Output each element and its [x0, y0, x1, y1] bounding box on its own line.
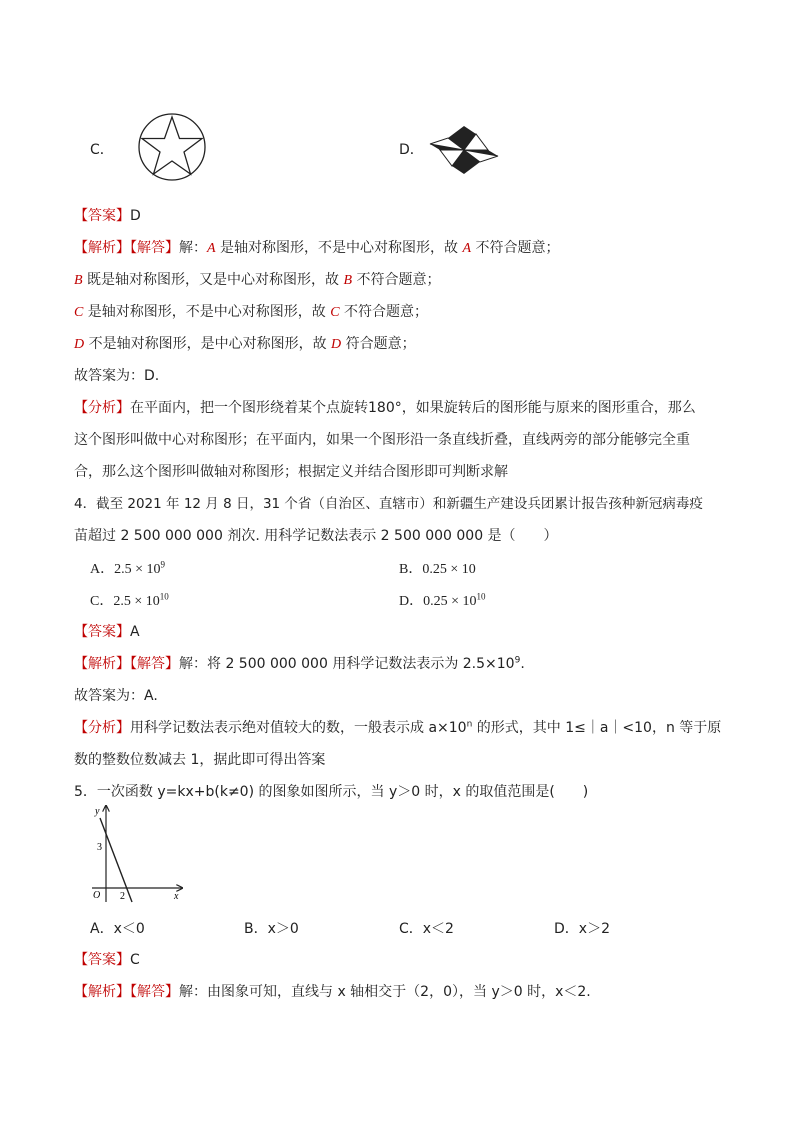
exponent: 10	[476, 591, 486, 602]
q5-stem: 5．一次函数 y=kx+b(k≠0) 的图象如图所示，当 y＞0 时，x 的取值范围是( )	[74, 784, 589, 800]
analysis-tag: 【解析】【解答】	[74, 240, 179, 256]
q3-analysis-line-1	[74, 238, 559, 259]
function-line	[100, 818, 132, 902]
y-axis-label: y	[95, 806, 100, 817]
text: 是轴对称图形，不是中心对称图形，故	[83, 304, 331, 320]
q5-option-d: D．x＞2	[554, 921, 610, 937]
option-letter: C	[330, 305, 340, 320]
y-intercept-label: 3	[97, 842, 102, 853]
origin-label: O	[93, 890, 101, 901]
text: 既是轴对称图形，又是中心对称图形，故	[82, 272, 344, 288]
exponent: 9	[514, 655, 521, 666]
linear-function-graph	[88, 802, 188, 906]
q3-analysis-line-2	[74, 270, 440, 291]
answer-tag: 【答案】	[74, 208, 130, 224]
q3-conclusion: 故答案为：D.	[74, 368, 160, 384]
text: 是轴对称图形，不是中心对称图形，故	[215, 240, 463, 256]
option-letter: B	[74, 273, 83, 288]
q3-analysis-line-3	[74, 302, 428, 323]
q5-option-b: B．x＞0	[244, 921, 299, 937]
text: 不符合题意；	[352, 272, 441, 288]
answer-tag: 【答案】	[74, 624, 130, 640]
q3-fenxi-line-2: 这个图形叫做中心对称图形；在平面内，如果一个图形沿一条直线折叠，直线两旁的部分能够完全重	[74, 432, 690, 448]
answer-value: C	[130, 952, 140, 968]
q3-fenxi-line-3: 合，那么这个图形叫做轴对称图形；根据定义并结合图形即可判断求解	[74, 464, 508, 480]
option-letter: D	[331, 337, 342, 352]
fenxi-tag: 【分析】	[74, 400, 130, 416]
text: 不符合题意；	[339, 304, 429, 320]
option-letter: C	[74, 305, 84, 320]
text: 的形式，其中 1≤｜a｜<10，n 等于原	[472, 720, 722, 736]
q4-answer	[74, 622, 140, 642]
q5-answer	[74, 950, 140, 970]
text: 解：将 2 500 000 000 用科学记数法表示为 2.5×10	[179, 656, 515, 672]
x-axis-label: x	[174, 891, 179, 902]
text: D．0.25 × 10	[399, 594, 477, 609]
option-letter: A	[207, 241, 216, 256]
option-letter: A	[462, 241, 472, 256]
text: 用科学记数法表示绝对值较大的数，一般表示成 a×10	[130, 720, 467, 736]
text: A．2.5 × 10	[90, 562, 161, 577]
option-d-label: D．	[399, 142, 424, 158]
q5-option-a: A．x＜0	[90, 921, 145, 937]
q3-fenxi-line-1	[74, 398, 696, 418]
q5-option-c: C．x＜2	[399, 921, 454, 937]
answer-value: A	[130, 624, 140, 640]
text: 解：	[179, 240, 207, 256]
star-in-circle-figure	[124, 113, 220, 181]
q5-analysis	[74, 982, 591, 1002]
q4-option-a	[90, 558, 165, 578]
fenxi-tag: 【分析】	[74, 720, 130, 736]
exponent: 10	[159, 591, 169, 602]
answer-value: D	[130, 208, 141, 224]
answer-tag: 【答案】	[74, 952, 130, 968]
option-letter: B	[343, 273, 353, 288]
analysis-tag: 【解析】【解答】	[74, 984, 179, 1000]
text: 不是轴对称图形，是中心对称图形，故	[84, 336, 332, 352]
q4-option-b: B．0.25 × 10	[399, 562, 476, 577]
q4-stem-line-1: 4．截至 2021 年 12 月 8 日，31 个省（自治区、直辖市）和新疆生产建设兵团累计报告孩种新冠病毒疫	[74, 496, 703, 512]
text: C．2.5 × 10	[90, 594, 160, 609]
q4-fenxi-line-1	[74, 718, 721, 738]
text: 解：由图象可知，直线与 x 轴相交于（2，0），当 y＞0 时，x＜2.	[179, 984, 591, 1000]
pinwheel-figure	[428, 122, 500, 178]
text: .	[520, 656, 525, 672]
q4-option-c	[90, 590, 169, 610]
q4-option-d	[399, 590, 486, 610]
analysis-tag: 【解析】【解答】	[74, 656, 179, 672]
text: 在平面内，把一个图形绕着某个点旋转180°，如果旋转后的图形能与原来的图形重合，那么	[130, 400, 696, 416]
x-intercept-label: 2	[120, 891, 125, 902]
q4-stem-line-2: 苗超过 2 500 000 000 剂次. 用科学记数法表示 2 500 000 000 是（ ）	[74, 528, 558, 544]
exponent: 9	[160, 559, 166, 570]
text: 符合题意；	[341, 336, 416, 352]
q4-fenxi-line-2: 数的整数位数减去 1，据此即可得出答案	[74, 752, 326, 768]
text: 不符合题意；	[471, 240, 560, 256]
option-c-label: C．	[90, 142, 114, 158]
q3-answer	[74, 206, 141, 226]
option-letter: D	[74, 337, 85, 352]
q4-analysis	[74, 654, 525, 674]
q3-analysis-line-4	[74, 334, 416, 355]
exponent: n	[466, 719, 473, 730]
q4-conclusion: 故答案为：A.	[74, 688, 158, 704]
